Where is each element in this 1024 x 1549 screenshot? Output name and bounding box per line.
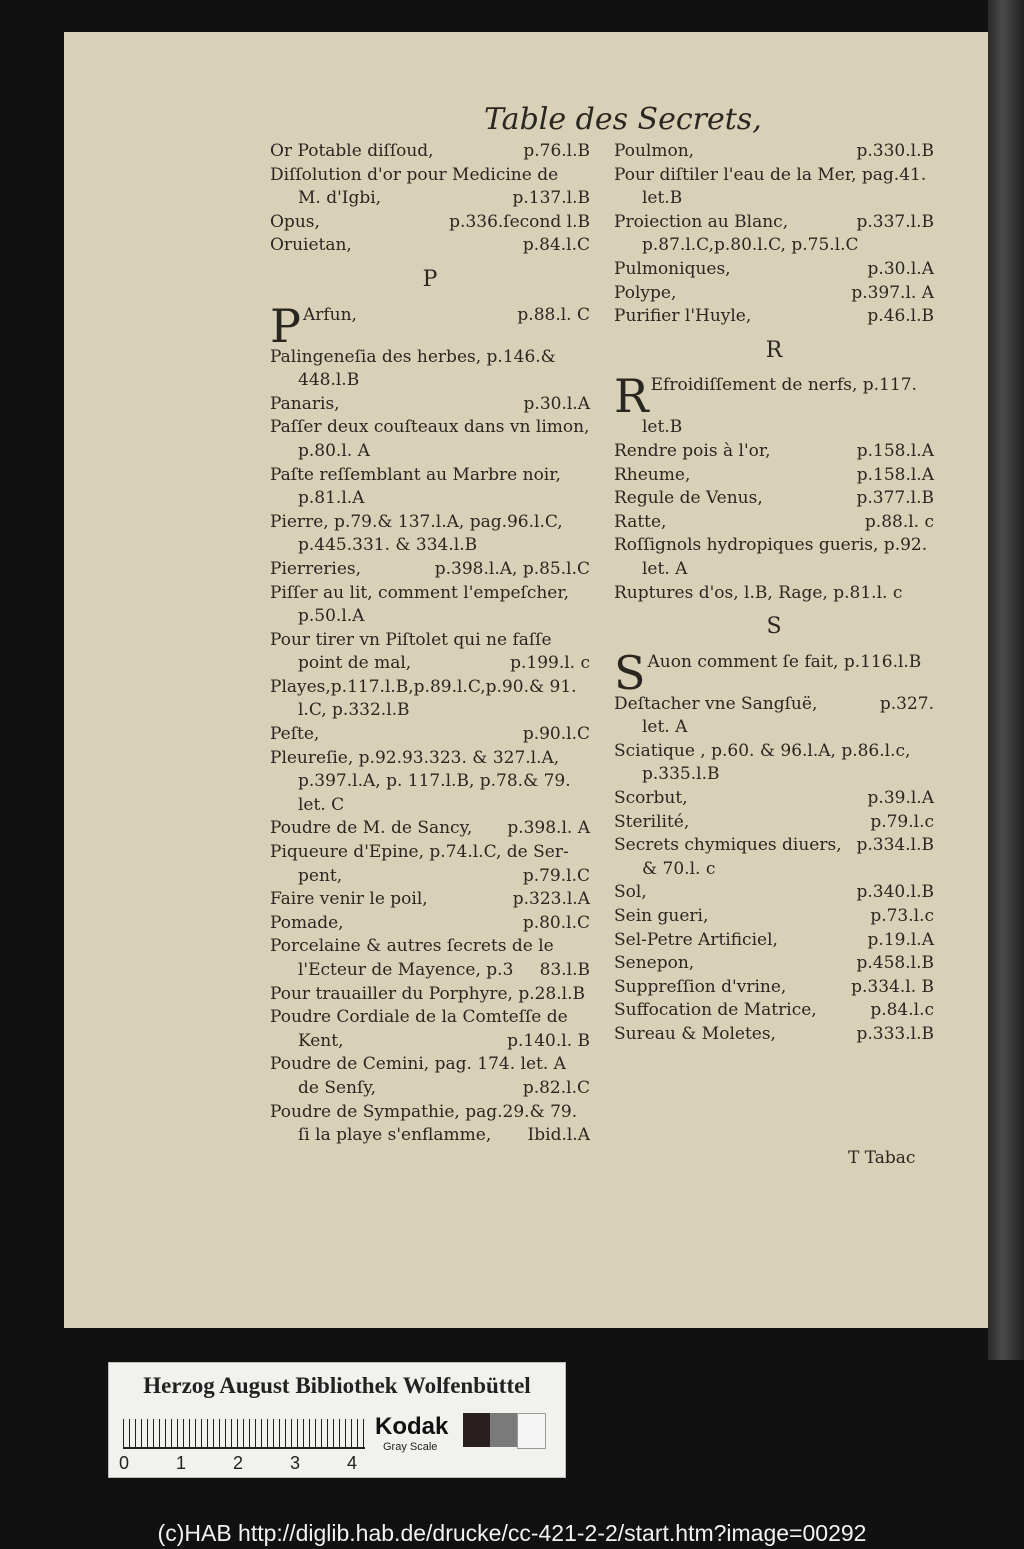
entry-page-ref: p.327. <box>879 693 934 714</box>
index-entry <box>614 464 934 488</box>
ruler-number: 4 <box>347 1453 358 1473</box>
entry-text: Piqueure d'Epine, p.74.l.C, de Ser- <box>270 842 569 863</box>
entry-page-ref: p.30.l.A <box>867 258 934 279</box>
index-entry <box>270 440 590 464</box>
index-entry <box>614 716 934 740</box>
entry-text: de Senſy, <box>298 1077 377 1098</box>
index-entry <box>270 770 590 794</box>
entry-page-ref: p.84.l.C <box>522 235 590 256</box>
entry-text: p.335.l.B <box>642 764 720 785</box>
entry-page-ref: p.79.l.C <box>522 865 590 886</box>
index-entry <box>270 558 590 582</box>
entry-text: Roſſignols hydropiques gueris, p.92. <box>614 535 928 556</box>
entry-page-ref: p.88.l. c <box>864 511 934 532</box>
entry-text: let. A <box>642 558 688 579</box>
entry-text: Proiection au Blanc, <box>614 211 789 232</box>
index-entry <box>614 211 934 235</box>
entry-text: let. C <box>298 794 345 815</box>
entry-text: Oruietan, <box>270 235 352 256</box>
entry-text: Kent, <box>298 1030 344 1051</box>
entry-text: Playes,p.117.l.B,p.89.l.C,p.90.& 91. <box>270 676 577 697</box>
right-column <box>614 140 934 1047</box>
index-entry <box>614 905 934 929</box>
entry-text: 448.l.B <box>298 370 360 391</box>
entry-text: Ruptures d'os, l.B, Rage, p.81.l. c <box>614 582 903 603</box>
index-entry <box>614 234 934 258</box>
index-entry <box>614 881 934 905</box>
entry-text: Rendre pois à l'or, <box>614 440 771 461</box>
entry-text: p.445.331. & 334.l.B <box>298 535 478 556</box>
index-entry <box>270 369 590 393</box>
entry-text: Paſte reſſemblant au Marbre noir, <box>270 464 561 485</box>
entry-text: p.81.l.A <box>298 488 365 509</box>
index-entry <box>270 234 590 258</box>
index-entry <box>270 464 590 488</box>
index-entry <box>614 558 934 582</box>
library-color-chart <box>108 1362 566 1478</box>
section-letter: R <box>765 337 783 363</box>
index-entry <box>270 865 590 889</box>
index-entry <box>270 676 590 700</box>
entry-page-ref: p.333.l.B <box>856 1024 934 1044</box>
entry-text: Sterilité, <box>614 811 690 832</box>
entry-page-ref: p.158.l.A <box>856 464 934 485</box>
entry-text: Ratte, <box>614 511 667 532</box>
entry-page-ref: p.84.l.c <box>870 1000 934 1021</box>
entry-page-ref: p.19.l.A <box>867 929 934 950</box>
entry-page-ref: p.88.l. C <box>517 304 590 325</box>
entry-text: Piſſer au lit, comment l'empeſcher, <box>270 582 570 603</box>
entry-text: let.B <box>642 188 683 209</box>
entry-text: Poudre de Sympathie, pag.29.& 79. <box>270 1101 578 1122</box>
index-entry <box>614 187 934 211</box>
entry-text: Regule de Venus, <box>614 488 763 509</box>
index-entry <box>270 487 590 511</box>
index-entry <box>270 1006 590 1030</box>
catchword: T Tabac <box>848 1148 916 1168</box>
index-entry <box>614 582 934 606</box>
entry-text: Porcelaine & autres ſecrets de le <box>270 936 554 957</box>
entry-page-ref: p.340.l.B <box>856 882 934 903</box>
index-entry <box>270 187 590 211</box>
entry-text: Purifier l'Huyle, <box>614 306 752 327</box>
index-entry <box>270 794 590 818</box>
entry-text: Pour diſtiler l'eau de la Mer, pag.41. <box>614 164 927 185</box>
index-entry <box>270 211 590 235</box>
index-entry <box>270 747 590 771</box>
entry-text: Scorbut, <box>614 788 688 809</box>
index-entry <box>270 511 590 535</box>
index-entry <box>614 929 934 953</box>
entry-text: Pomade, <box>270 912 344 933</box>
entry-text: Sureau & Moletes, <box>614 1024 776 1044</box>
entry-text: Poudre de Cemini, pag. 174. let. A <box>270 1054 566 1075</box>
index-entry <box>270 393 590 417</box>
entry-text: Panaris, <box>270 393 340 414</box>
entry-page-ref: p.79.l.c <box>870 811 934 832</box>
entry-page-ref: p.377.l.B <box>856 488 934 509</box>
index-entry <box>270 416 590 440</box>
ruler-number: 1 <box>176 1453 187 1473</box>
entry-text: Efroidiſſement de nerfs, p.117. <box>650 375 917 396</box>
entry-text: let.B <box>642 417 683 438</box>
ruler-number: 0 <box>119 1453 130 1473</box>
entry-text: Sol, <box>614 882 647 903</box>
scale-ruler <box>123 1419 365 1449</box>
entry-text: Faire venir le poil, <box>270 889 428 910</box>
entry-page-ref: p.158.l.A <box>856 440 934 461</box>
entry-page-ref: p.39.l.A <box>867 788 934 809</box>
index-entry <box>614 952 934 976</box>
entry-text: Sciatique , p.60. & 96.l.A, p.86.l.c, <box>614 740 911 761</box>
entry-text: Rheume, <box>614 464 691 485</box>
index-entry <box>270 164 590 188</box>
entry-text: p.87.l.C,p.80.l.C, p.75.l.C <box>642 235 859 256</box>
index-entry <box>270 888 590 912</box>
ruler-number: 3 <box>290 1453 301 1473</box>
copyright-url: (c)HAB http://diglib.hab.de/drucke/cc-421-2-2/start.htm?image=00292 <box>157 1520 867 1546</box>
entry-page-ref: p.337.l.B <box>856 211 934 232</box>
index-entry <box>614 763 934 787</box>
entry-page-ref: p.336.ſecond l.B <box>449 211 590 232</box>
entry-text: Auon comment ſe fait, p.116.l.B <box>647 651 922 672</box>
library-name: Herzog August Bibliothek Wolfenbüttel <box>143 1373 531 1398</box>
gray-swatch-light <box>517 1413 546 1449</box>
index-entry <box>614 416 934 440</box>
index-entry <box>270 959 590 983</box>
page-title: Table des Secrets, <box>484 102 762 137</box>
entry-text: pent, <box>298 865 343 886</box>
index-entry <box>614 740 934 764</box>
drop-cap: R <box>614 369 649 424</box>
index-entry <box>614 693 934 717</box>
index-entry <box>614 1023 934 1047</box>
index-entry <box>614 976 934 1000</box>
index-entry <box>270 1077 590 1101</box>
index-entry <box>270 582 590 606</box>
index-entry <box>270 1101 590 1125</box>
index-entry <box>270 983 590 1007</box>
left-column <box>270 140 590 1148</box>
entry-text: Arfun, <box>302 304 357 325</box>
entry-text: Opus, <box>270 211 320 232</box>
entry-text: ſi la playe s'enflamme, <box>298 1125 492 1146</box>
entry-page-ref: 83.l.B <box>539 960 590 980</box>
entry-text: Deſtacher vne Sangſuë, <box>614 693 818 714</box>
entry-page-ref: p.76.l.B <box>523 141 590 161</box>
index-entry <box>614 811 934 835</box>
index-entry <box>270 298 590 353</box>
entry-text: Suppreſſion d'vrine, <box>614 976 787 997</box>
entry-text: Poulmon, <box>614 141 695 161</box>
entry-text: Secrets chymiques diuers, <box>614 835 842 856</box>
book-spine <box>988 0 1024 1360</box>
entry-page-ref: p.334.l.B <box>856 835 934 856</box>
entry-text: Poudre de M. de Sancy, <box>270 818 473 839</box>
gray-swatch-mid <box>490 1413 517 1447</box>
index-entry <box>270 817 590 841</box>
entry-text: & 70.l. c <box>642 858 716 879</box>
index-entry <box>614 282 934 306</box>
entry-page-ref: p.199.l. c <box>510 653 590 674</box>
index-entry <box>614 305 934 329</box>
index-entry <box>270 1053 590 1077</box>
entry-page-ref: p.82.l.C <box>522 1077 590 1098</box>
index-entry <box>270 841 590 865</box>
entry-page-ref: p.90.l.C <box>522 724 590 745</box>
index-entry <box>614 858 934 882</box>
entry-text: point de mal, <box>298 653 412 674</box>
entry-text: p.80.l. A <box>298 440 370 461</box>
index-entry <box>270 652 590 676</box>
entry-page-ref: p.330.l.B <box>856 141 934 161</box>
index-entry <box>614 140 934 164</box>
entry-text: Paſſer deux couſteaux dans vn limon, <box>270 417 590 438</box>
index-entry <box>614 511 934 535</box>
ruler-number: 2 <box>233 1453 244 1473</box>
entry-page-ref: p.398.l.A, p.85.l.C <box>434 558 590 579</box>
index-entry <box>270 140 590 164</box>
index-entry <box>614 645 934 700</box>
index-entry <box>270 534 590 558</box>
index-entry <box>614 787 934 811</box>
index-entry <box>270 605 590 629</box>
entry-text: Or Potable diſſoud, <box>270 141 434 161</box>
section-letter: S <box>766 614 782 640</box>
index-entry <box>270 912 590 936</box>
index-entry <box>614 999 934 1023</box>
index-entry <box>270 935 590 959</box>
entry-text: Diſſolution d'or pour Medicine de <box>270 164 559 185</box>
entry-text: l'Ecteur de Mayence, p.3 <box>298 960 514 980</box>
entry-text: Suffocation de Matrice, <box>614 1000 817 1021</box>
entry-text: Pierre, p.79.& 137.l.A, pag.96.l.C, <box>270 511 563 532</box>
entry-page-ref: p.140.l. B <box>507 1030 590 1051</box>
index-entry <box>614 534 934 558</box>
entry-text: Palingeneſia des herbes, p.146.& <box>270 346 556 367</box>
index-entry <box>614 487 934 511</box>
entry-text: Pulmoniques, <box>614 258 731 279</box>
entry-page-ref: p.458.l.B <box>856 953 934 974</box>
index-entry <box>270 1124 590 1148</box>
entry-text: Pour trauailler du Porphyre, p.28.l.B <box>270 983 585 1004</box>
gray-swatch-dark <box>463 1413 490 1447</box>
entry-text: p.397.l.A, p. 117.l.B, p.78.& 79. <box>298 771 571 792</box>
entry-page-ref: p.80.l.C <box>522 912 590 933</box>
index-entry <box>614 369 934 424</box>
entry-text: p.50.l.A <box>298 606 365 627</box>
drop-cap: P <box>270 298 301 353</box>
entry-page-ref: p.398.l. A <box>507 818 590 839</box>
index-entry <box>614 834 934 858</box>
entry-text: M. d'Igbi, <box>298 188 382 209</box>
entry-text: Sein gueri, <box>614 906 709 927</box>
entry-text: Peſte, <box>270 724 320 745</box>
entry-page-ref: p.73.l.c <box>870 906 934 927</box>
index-entry <box>614 164 934 188</box>
entry-text: Sel-Petre Artificiel, <box>614 929 778 950</box>
entry-page-ref: p.46.l.B <box>867 306 934 327</box>
index-entry <box>270 1030 590 1054</box>
entry-page-ref: p.137.l.B <box>512 188 590 209</box>
gray-scale-text: Gray Scale <box>383 1441 438 1453</box>
entry-text: Pour tirer vn Piſtolet qui ne faſſe <box>270 629 552 650</box>
entry-text: l.C, p.332.l.B <box>298 700 410 721</box>
entry-page-ref: p.334.l. B <box>851 976 934 997</box>
index-entry <box>270 723 590 747</box>
entry-page-ref: Ibid.l.A <box>527 1125 590 1146</box>
entry-text: Polype, <box>614 282 677 303</box>
index-entry <box>270 346 590 370</box>
entry-text: Senepon, <box>614 953 695 974</box>
drop-cap: S <box>614 645 646 700</box>
kodak-logo: Kodak <box>375 1413 449 1440</box>
index-entry <box>614 440 934 464</box>
section-letter: P <box>422 266 438 292</box>
entry-page-ref: p.397.l. A <box>851 282 934 303</box>
index-entry <box>270 699 590 723</box>
entry-page-ref: p.30.l.A <box>523 393 590 414</box>
index-entry <box>614 258 934 282</box>
index-entry <box>270 629 590 653</box>
entry-text: let. A <box>642 717 688 738</box>
entry-text: Pleureſie, p.92.93.323. & 327.l.A, <box>270 747 560 768</box>
entry-text: Poudre Cordiale de la Comteſſe de <box>270 1007 568 1028</box>
entry-page-ref: p.323.l.A <box>512 889 590 910</box>
entry-text: Pierreries, <box>270 558 362 579</box>
